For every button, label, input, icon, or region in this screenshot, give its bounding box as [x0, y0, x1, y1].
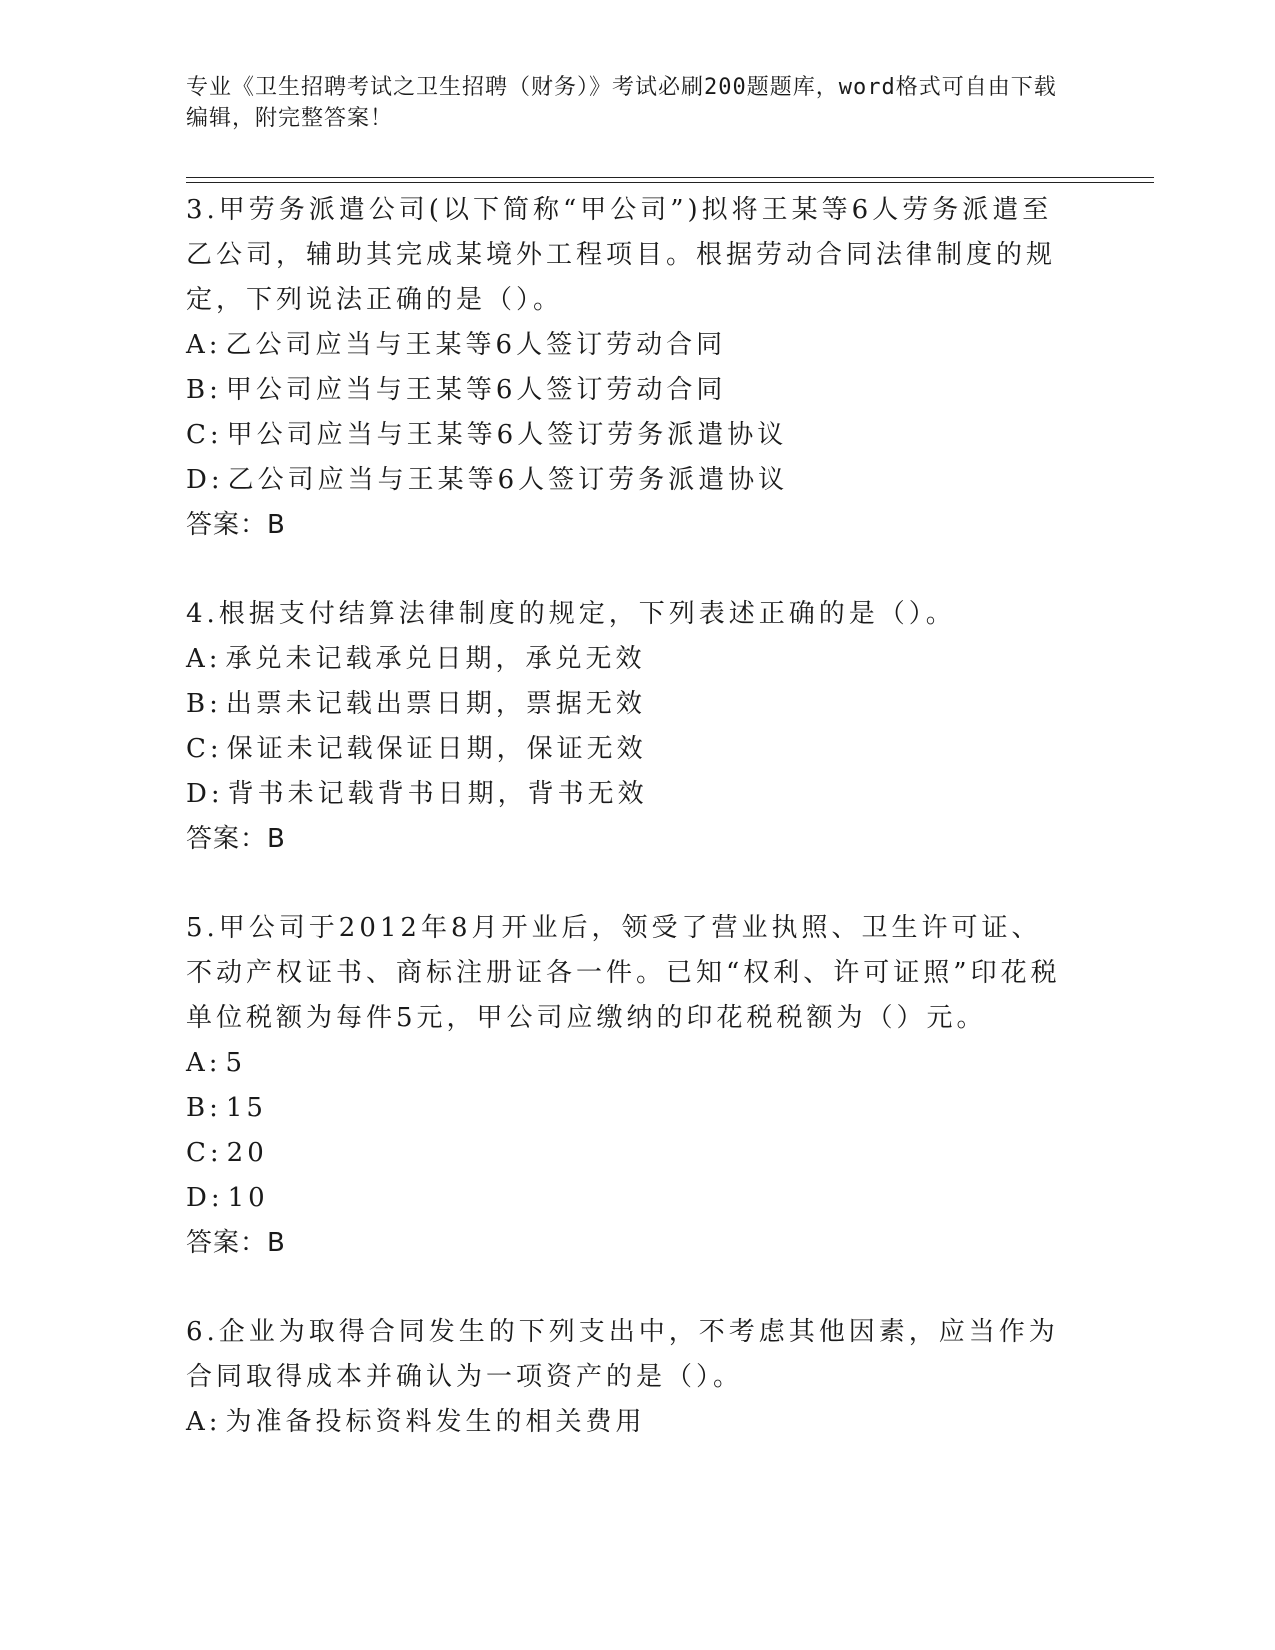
option-text: 10 — [227, 1183, 269, 1213]
option-text: 为准备投标资料发生的相关费用 — [225, 1407, 646, 1437]
option-b — [186, 1086, 1066, 1131]
option-label: A: — [186, 330, 222, 360]
header-rule-top — [186, 177, 1154, 178]
question-stem: 3.甲劳务派遣公司(以下简称“甲公司”)拟将王某等6人劳务派遣至乙公司，辅助其完成某境外工程项目。根据劳动合同法律制度的规定，下列说法正确的是（）。 — [186, 195, 1057, 315]
option-text: 乙公司应当与王某等6人签订劳动合同 — [225, 330, 727, 360]
question-6 — [186, 1310, 1066, 1445]
option-text: 保证未记载保证日期，保证无效 — [226, 734, 647, 764]
option-a — [186, 637, 1066, 682]
option-text: 甲公司应当与王某等6人签订劳动合同 — [225, 375, 727, 405]
option-label: C: — [186, 1138, 223, 1168]
option-a — [186, 1400, 1066, 1445]
option-d — [186, 772, 1066, 817]
option-list — [186, 1400, 1066, 1445]
option-list — [186, 637, 1066, 817]
option-list — [186, 1041, 1066, 1221]
option-c — [186, 413, 1066, 458]
option-label: A: — [186, 1407, 222, 1437]
option-text: 20 — [226, 1138, 268, 1168]
option-d — [186, 458, 1066, 503]
option-a — [186, 323, 1066, 368]
option-text: 乙公司应当与王某等6人签订劳务派遣协议 — [227, 465, 789, 495]
option-c — [186, 727, 1066, 772]
option-label: B: — [186, 1093, 222, 1123]
option-label: D: — [186, 779, 224, 809]
question-stem: 6.企业为取得合同发生的下列支出中，不考虑其他因素，应当作为合同取得成本并确认为一项资产的是（）。 — [186, 1317, 1059, 1392]
option-text: 出票未记载出票日期，票据无效 — [225, 689, 646, 719]
option-d — [186, 1176, 1066, 1221]
option-label: B: — [186, 375, 222, 405]
option-label: C: — [186, 734, 223, 764]
question-stem: 5.甲公司于2012年8月开业后，领受了营业执照、卫生许可证、不动产权证书、商标注册证各一件。已知“权利、许可证照”印花税单位税额为每件5元，甲公司应缴纳的印花税税额为（）元。 — [186, 913, 1061, 1033]
option-b — [186, 682, 1066, 727]
question-4 — [186, 592, 1066, 862]
option-label: B: — [186, 689, 222, 719]
option-text: 承兑未记载承兑日期，承兑无效 — [225, 644, 646, 674]
option-text: 15 — [225, 1093, 267, 1123]
option-c — [186, 1131, 1066, 1176]
answer-line: 答案：B — [186, 1228, 286, 1258]
option-a — [186, 1041, 1066, 1086]
option-label: D: — [186, 465, 224, 495]
option-list — [186, 323, 1066, 503]
option-label: A: — [186, 1048, 222, 1078]
answer-line: 答案：B — [186, 824, 286, 854]
question-stem: 4.根据支付结算法律制度的规定，下列表述正确的是（）。 — [186, 599, 956, 629]
option-text: 甲公司应当与王某等6人签订劳务派遣协议 — [226, 420, 788, 450]
question-3 — [186, 188, 1066, 548]
document-header: 专业《卫生招聘考试之卫生招聘（财务）》考试必刷200题题库，word格式可自由下载编辑，附完整答案！ — [186, 75, 1057, 131]
question-5 — [186, 906, 1066, 1266]
option-label: D: — [186, 1183, 224, 1213]
option-label: A: — [186, 644, 222, 674]
question-list — [186, 188, 1066, 1489]
header-rule-bottom — [186, 182, 1154, 183]
option-text: 背书未记载背书日期，背书无效 — [227, 779, 648, 809]
answer-line: 答案：B — [186, 510, 286, 540]
option-text: 5 — [225, 1048, 247, 1078]
option-label: C: — [186, 420, 223, 450]
option-b — [186, 368, 1066, 413]
